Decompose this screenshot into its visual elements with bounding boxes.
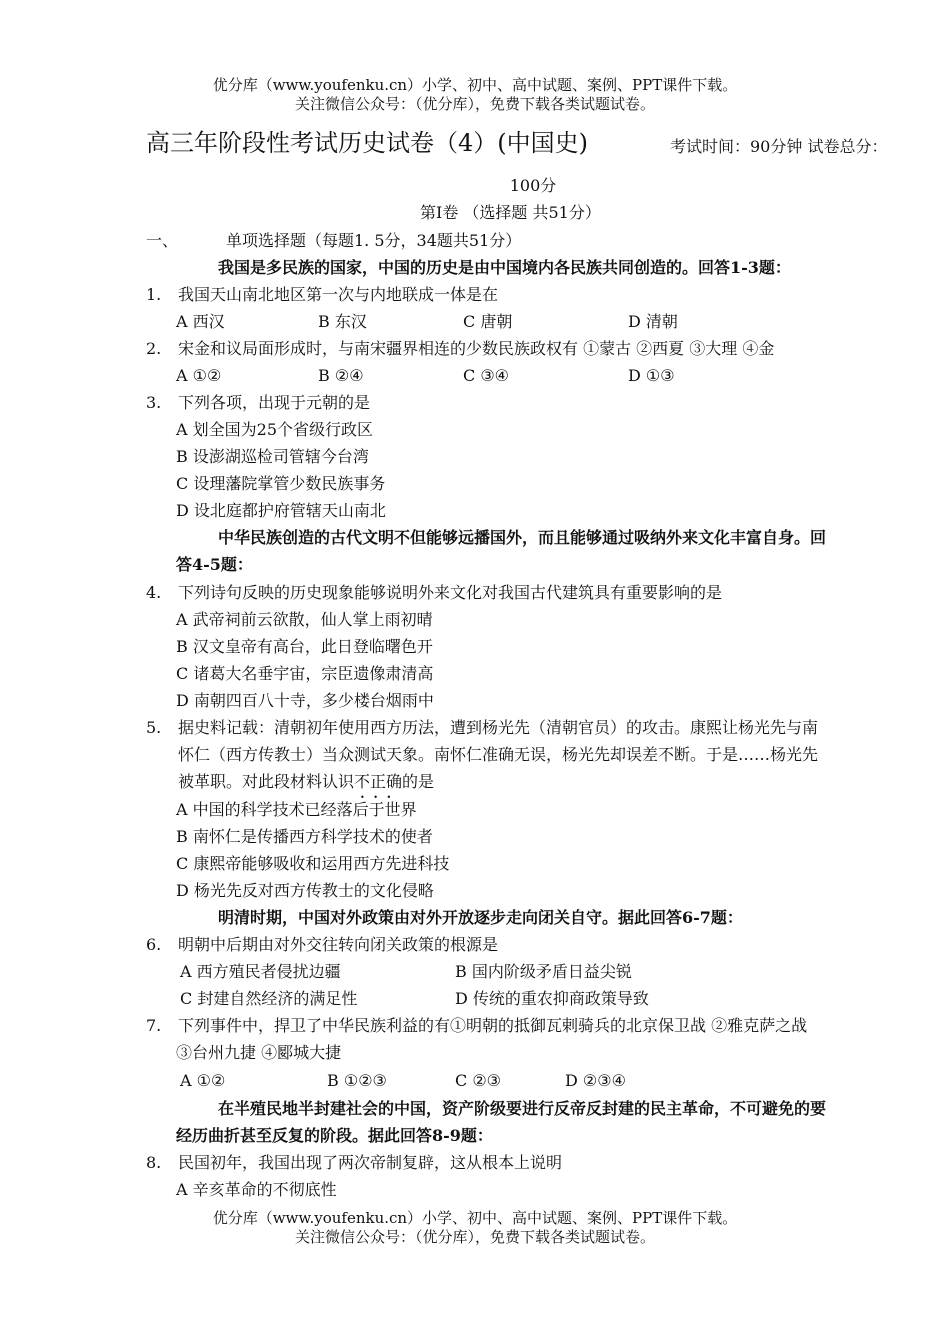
question-stem: 下列诗句反映的历史现象能够说明外来文化对我国古代建筑具有重要影响的是 [178, 583, 723, 602]
q4-option-d[interactable]: D 南朝四百八十寺，多少楼台烟雨中 [176, 691, 434, 710]
q5-option-c[interactable]: C 康熙帝能够吸收和运用西方先进科技 [176, 854, 450, 873]
q7-option-a[interactable]: A ①② [180, 1071, 226, 1090]
q8-option-a[interactable]: A 辛亥革命的不彻底性 [176, 1180, 337, 1199]
question-number: 8. [146, 1153, 162, 1172]
header-line-1: 优分库（www.youfenku.cn）小学、初中、高中试题、案例、PPT课件下载。 [212, 76, 738, 94]
q5-option-b[interactable]: B 南怀仁是传播西方科学技术的使者 [176, 827, 433, 846]
question-number: 2. [146, 339, 162, 358]
exam-time-info: 考试时间：90分钟 试卷总分： [670, 137, 888, 156]
q1-option-b[interactable]: B 东汉 [318, 312, 367, 331]
q2-option-a[interactable]: A ①② [176, 366, 222, 385]
q3-option-c[interactable]: C 设理藩院掌管少数民族事务 [176, 474, 386, 493]
q7-option-d[interactable]: D ②③④ [565, 1071, 626, 1090]
question-number: 7. [146, 1016, 162, 1035]
volume-heading: 第Ⅰ卷 （选择题 共51分） [420, 203, 601, 222]
question-stem: 民国初年，我国出现了两次帝制复辟，这从根本上说明 [178, 1153, 563, 1172]
q6-option-a[interactable]: A 西方殖民者侵扰边疆 [180, 962, 341, 981]
q3-option-a[interactable]: A 划全国为25个省级行政区 [176, 420, 374, 439]
q6-option-b[interactable]: B 国内阶级矛盾日益尖锐 [455, 962, 632, 981]
q3-option-d[interactable]: D 设北庭都护府管辖天山南北 [176, 501, 386, 520]
question-5 [146, 718, 818, 738]
q3-option-b[interactable]: B 设澎湖巡检司管辖今台湾 [176, 447, 369, 466]
footer-line-2: 关注微信公众号：（优分库），免费下载各类试题试卷。 [294, 1228, 655, 1246]
question-stem: 我国天山南北地区第一次与内地联成一体是在 [178, 285, 499, 304]
question-3 [146, 393, 370, 413]
question-stem: 下列各项，出现于元朝的是 [178, 393, 371, 412]
question-number: 1. [146, 285, 162, 304]
question-stem-line-1: 据史料记载：清朝初年使用西方历法，遭到杨光先（清朝官员）的攻击。康熙让杨光先与南 [178, 718, 819, 737]
group-intro-4-line-2: 经历曲折甚至反复的阶段。据此回答8-9题： [176, 1126, 493, 1145]
q1-option-d[interactable]: D 清朝 [628, 312, 678, 331]
question-number: 5. [146, 718, 162, 737]
question-6 [146, 935, 498, 955]
exam-total-score: 100分 [509, 176, 557, 195]
group-intro-4-line-1: 在半殖民地半封建社会的中国，资产阶级要进行反帝反封建的民主革命，不可避免的要 [218, 1099, 827, 1118]
q2-option-c[interactable]: C ③④ [463, 366, 510, 385]
q4-option-a[interactable]: A 武帝祠前云欲散，仙人掌上雨初晴 [176, 610, 433, 629]
q4-option-c[interactable]: C 诸葛大名垂宇宙，宗臣遗像肃清高 [176, 664, 434, 683]
question-stem: 宋金和议局面形成时，与南宋疆界相连的少数民族政权有 ①蒙古 ②西夏 ③大理 ④金 [178, 339, 775, 358]
q1-option-c[interactable]: C 唐朝 [463, 312, 513, 331]
header-line-2: 关注微信公众号：（优分库），免费下载各类试题试卷。 [294, 95, 655, 113]
q7-option-c[interactable]: C ②③ [455, 1071, 502, 1090]
group-intro-2-line-2: 答4-5题： [176, 555, 253, 574]
question-stem: 明朝中后期由对外交往转向闭关政策的根源是 [178, 935, 499, 954]
question-1 [146, 285, 498, 305]
group-intro-1: 我国是多民族的国家，中国的历史是由中国境内各民族共同创造的。回答1-3题： [218, 258, 791, 277]
question-7 [146, 1016, 807, 1036]
group-intro-3: 明清时期，中国对外政策由对外开放逐步走向闭关自守。据此回答6-7题： [218, 908, 743, 927]
question-5-stem-line-3 [178, 772, 434, 792]
q2-option-d[interactable]: D ①③ [628, 366, 675, 385]
q1-option-a[interactable]: A 西汉 [176, 312, 225, 331]
question-number: 3. [146, 393, 162, 412]
exam-title: 高三年阶段性考试历史试卷（4）(中国史) [146, 129, 588, 157]
q5-option-d[interactable]: D 杨光先反对西方传教士的文化侵略 [176, 881, 434, 900]
emphasis-dots: 不正确 • • • [354, 772, 402, 791]
q4-option-b[interactable]: B 汉文皇帝有高台，此日登临曙色开 [176, 637, 433, 656]
question-7-stem-line-2: ③台州九捷 ④郾城大捷 [176, 1043, 342, 1062]
question-2 [146, 339, 774, 359]
section-number: 一、 [146, 231, 179, 250]
section-title: 单项选择题（每题1. 5分，34题共51分） [226, 231, 522, 250]
question-4 [146, 583, 722, 603]
footer-line-1: 优分库（www.youfenku.cn）小学、初中、高中试题、案例、PPT课件下载。 [212, 1209, 738, 1227]
q6-option-d[interactable]: D 传统的重农抑商政策导致 [455, 989, 649, 1008]
stem-text: 被革职。对此段材料认识 [178, 772, 355, 791]
q7-option-b[interactable]: B ①②③ [327, 1071, 387, 1090]
q2-option-b[interactable]: B ②④ [318, 366, 364, 385]
question-5-stem-line-2: 怀仁（西方传教士）当众测试天象。南怀仁准确无误，杨光先却误差不断。于是……杨光先 [178, 745, 819, 764]
group-intro-2-line-1: 中华民族创造的古代文明不但能够远播国外，而且能够通过吸纳外来文化丰富自身。回 [218, 528, 827, 547]
question-8 [146, 1153, 562, 1173]
question-number: 4. [146, 583, 162, 602]
question-stem-line-1: 下列事件中，捍卫了中华民族利益的有①明朝的抵御瓦剌骑兵的北京保卫战 ②雅克萨之战 [178, 1016, 808, 1035]
stem-text: 的是 [402, 772, 435, 791]
question-number: 6. [146, 935, 162, 954]
q6-option-c[interactable]: C 封建自然经济的满足性 [180, 989, 358, 1008]
q5-option-a[interactable]: A 中国的科学技术已经落后于世界 [176, 800, 417, 819]
